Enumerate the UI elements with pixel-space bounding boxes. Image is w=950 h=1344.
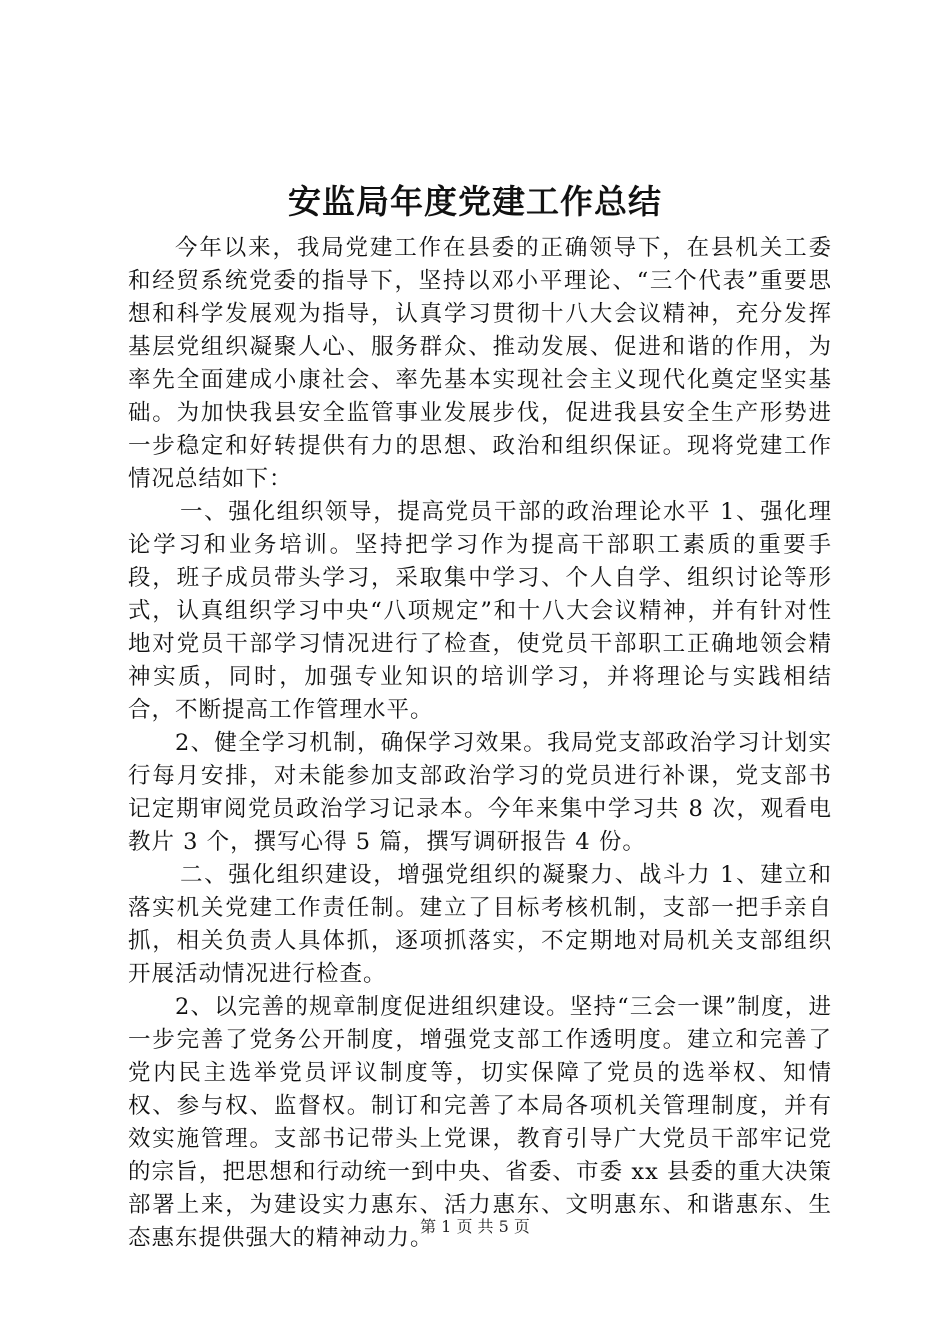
- paragraph-section-2-item-2: 2、以完善的规章制度促进组织建设。坚持“三会一课”制度，进一步完善了党务公开制度，增强党支部工作透明度。建立和完善了党内民主选举党员评议制度等，切实保障了党员的选举权、知情权、参与权、监督权。制订和完善了本局各项机关管理制度，并有效实施管理。支部书记带头上党课，教育引导广大党员干部牢记党的宗旨，把思想和行动统一到中央、省委、市委 xx 县委的重大决策部署上来，为建设实力惠东、活力惠东、文明惠东、和谐惠东、生态惠东提供强大的精神动力。: [128, 994, 832, 1251]
- paragraph-section-2: 二、强化组织建设，增强党组织的凝聚力、战斗力 1、建立和落实机关党建工作责任制。建立了目标考核机制，支部一把手亲自抓，相关负责人具体抓，逐项抓落实，不定期地对局机关支部组织开展活动情况进行检查。: [128, 862, 832, 987]
- document-title: 安监局年度党建工作总结: [288, 182, 662, 221]
- document-body: [128, 232, 832, 1255]
- page-number-footer: 第 1 页 共 5 页: [420, 1217, 530, 1236]
- paragraph-section-1: 一、强化组织领导，提高党员干部的政治理论水平 1、强化理论学习和业务培训。坚持把学习作为提高干部职工素质的重要手段，班子成员带头学习，采取集中学习、个人自学、组织讨论等形式，认真组织学习中央“八项规定”和十八大会议精神，并有针对性地对党员干部学习情况进行了检查，使党员干部职工正确地领会精神实质，同时，加强专业知识的培训学习，并将理论与实践相结合，不断提高工作管理水平。: [128, 499, 832, 723]
- paragraph-section-1-item-2: 2、健全学习机制，确保学习效果。我局党支部政治学习计划实行每月安排，对未能参加支部政治学习的党员进行补课，党支部书记定期审阅党员政治学习记录本。今年来集中学习共 8 次，观看电教片 3 个，撰写心得 5 篇，撰写调研报告 4 份。: [128, 730, 832, 855]
- paragraph-intro: 今年以来，我局党建工作在县委的正确领导下，在县机关工委和经贸系统党委的指导下，坚持以邓小平理论、“三个代表”重要思想和科学发展观为指导，认真学习贯彻十八大会议精神，充分发挥基层党组织凝聚人心、服务群众、推动发展、促进和谐的作用，为率先全面建成小康社会、率先基本实现社会主义现代化奠定坚实基础。为加快我县安全监管事业发展步伐，促进我县安全生产形势进一步稳定和好转提供有力的思想、政治和组织保证。现将党建工作情况总结如下：: [128, 235, 832, 492]
